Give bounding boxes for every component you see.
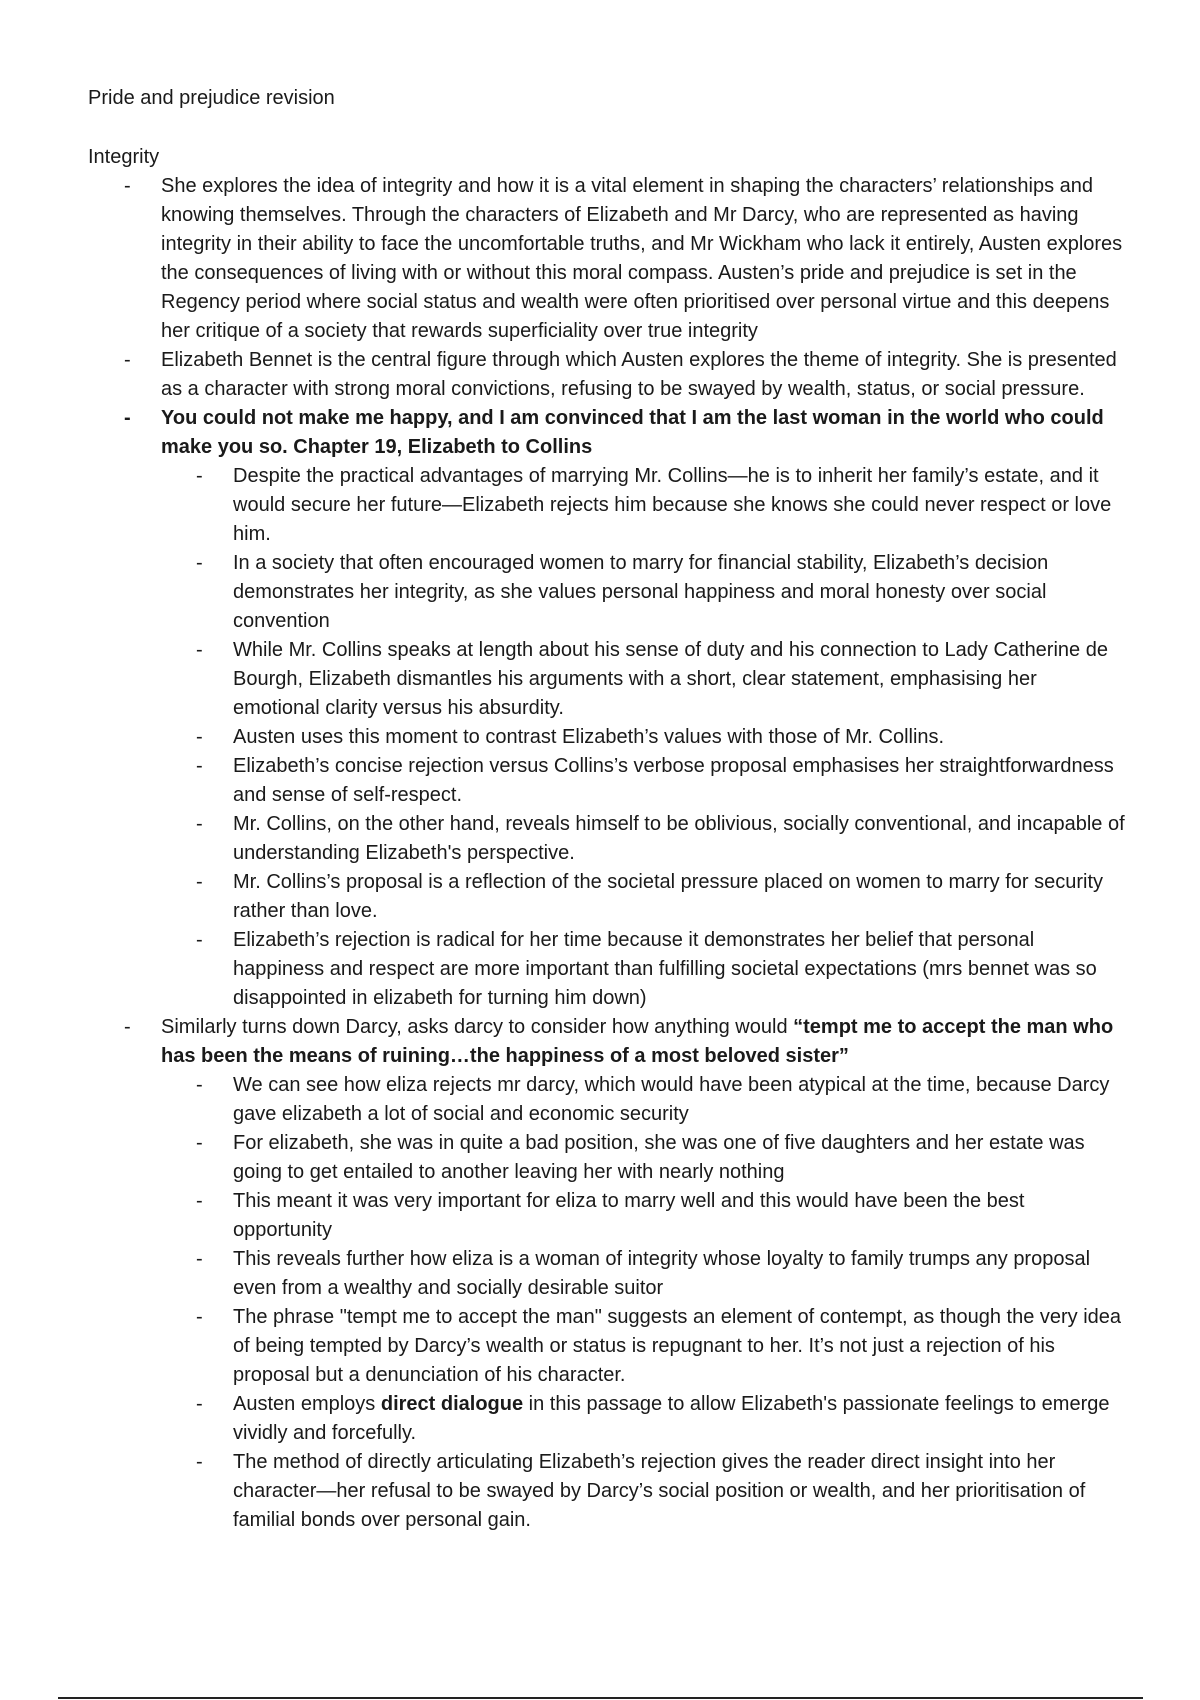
bullet-dash: - xyxy=(124,407,131,429)
sub-bullet-text: For elizabeth, she was in quite a bad position, she was one of five daughters and her estate was going to get entailed to another leaving her with nearly nothing xyxy=(233,1132,1085,1183)
bullet-dash: - xyxy=(196,726,203,748)
bullet-dash: - xyxy=(124,1016,131,1038)
sub-bullet-item xyxy=(161,868,1128,926)
sub-bullet-item xyxy=(161,1187,1128,1245)
sub-bullet-item xyxy=(161,810,1128,868)
bullet-item-quote-collins xyxy=(88,404,1128,1013)
bullet-dash: - xyxy=(196,1306,203,1328)
section-heading-integrity: Integrity xyxy=(88,146,160,168)
bullet-dash: - xyxy=(196,1248,203,1270)
sub-bullet-item xyxy=(161,1448,1128,1535)
bullet-item xyxy=(88,346,1128,404)
bullet-dash: - xyxy=(196,639,203,661)
bullet-item xyxy=(88,172,1128,346)
bullet-dash: - xyxy=(196,871,203,893)
bullet-dash: - xyxy=(196,1451,203,1473)
page-bottom-rule xyxy=(58,1697,1143,1699)
bullet-item-quote-darcy xyxy=(88,1013,1128,1535)
sub-bullet-text: We can see how eliza rejects mr darcy, which would have been atypical at the time, because Darcy gave elizabeth a lot of social and economic security xyxy=(233,1074,1110,1125)
sub-bullet-item xyxy=(161,926,1128,1013)
sub-bullet-item xyxy=(161,462,1128,549)
sub-bullet-item xyxy=(161,636,1128,723)
bullet-dash: - xyxy=(196,465,203,487)
bullet-dash: - xyxy=(124,349,131,371)
sub-bullet-item xyxy=(161,549,1128,636)
bullet-dash: - xyxy=(196,1074,203,1096)
bullet-text: Elizabeth Bennet is the central figure through which Austen explores the theme of integrity. She is presented as a character with strong moral convictions, refusing to be swayed by wealth, status, or social pressure. xyxy=(161,349,1117,400)
sub-bullet-item xyxy=(161,1245,1128,1303)
bullet-dash: - xyxy=(196,1190,203,1212)
sub-bullet-list xyxy=(161,1071,1128,1535)
bullet-text: She explores the idea of integrity and how it is a vital element in shaping the characters’ relationships and knowing themselves. Through the characters of Elizabeth and Mr Darcy, who are represented as having integrity in their ability to face the uncomfortable truths, and Mr Wickham who lack it entirely, Austen explores the consequences of living with or without this moral compass. Austen’s pride and prejudice is set in the Regency period where social status and wealth were often prioritised over personal virtue and this deepens her critique of a society that rewards superficiality over true integrity xyxy=(161,175,1123,342)
document-title: Pride and prejudice revision xyxy=(88,87,335,109)
sub-bullet-text: Elizabeth’s rejection is radical for her time because it demonstrates her belief that personal happiness and respect are more important than fulfilling societal expectations (mrs bennet was so disappointed in elizabeth for turning him down) xyxy=(233,929,1097,1009)
sub-bullet-text: The method of directly articulating Elizabeth’s rejection gives the reader direct insight into her character—her refusal to be swayed by Darcy’s social position or wealth, and her prioritisation of familial bonds over personal gain. xyxy=(233,1451,1086,1531)
bullet-dash: - xyxy=(196,755,203,777)
sub-bullet-text: Elizabeth’s concise rejection versus Collins’s verbose proposal emphasises her straightforwardness and sense of self-respect. xyxy=(233,755,1114,806)
bullet-dash: - xyxy=(196,1132,203,1154)
document-page xyxy=(88,84,1128,1535)
sub-bullet-text-bold: direct dialogue xyxy=(380,1393,524,1415)
quote-text: You could not make me happy, and I am convinced that I am the last woman in the world who could make you so. Chapter 19, Elizabeth to Collins xyxy=(161,407,1104,458)
sub-bullet-item xyxy=(161,1303,1128,1390)
sub-bullet-text: Austen uses this moment to contrast Elizabeth’s values with those of Mr. Collins. xyxy=(233,726,945,748)
bullet-dash: - xyxy=(196,552,203,574)
sub-bullet-list xyxy=(161,462,1128,1013)
sub-bullet-text-pre: Austen employs xyxy=(233,1393,381,1415)
quote-bold-text: “tempt me to accept the man who has been the means of ruining…the happiness of a most beloved sister” xyxy=(161,1016,1114,1067)
quote-lead-text: Similarly turns down Darcy, asks darcy to consider how anything would xyxy=(161,1016,794,1038)
sub-bullet-item xyxy=(161,1129,1128,1187)
sub-bullet-item xyxy=(161,752,1128,810)
bullet-dash: - xyxy=(196,929,203,951)
sub-bullet-text: Despite the practical advantages of marrying Mr. Collins—he is to inherit her family’s estate, and it would secure her future—Elizabeth rejects him because she knows she could never respect or love him. xyxy=(233,465,1112,545)
main-bullet-list xyxy=(88,172,1128,1535)
sub-bullet-text: This reveals further how eliza is a woman of integrity whose loyalty to family trumps any proposal even from a wealthy and socially desirable suitor xyxy=(233,1248,1091,1299)
bullet-dash: - xyxy=(124,175,131,197)
bullet-dash: - xyxy=(196,813,203,835)
sub-bullet-text: Mr. Collins, on the other hand, reveals himself to be oblivious, socially conventional, and incapable of understanding Elizabeth's perspective. xyxy=(233,813,1125,864)
sub-bullet-text: Mr. Collins’s proposal is a reflection of the societal pressure placed on women to marry for security rather than love. xyxy=(233,871,1104,922)
bullet-dash: - xyxy=(196,1393,203,1415)
sub-bullet-text: While Mr. Collins speaks at length about his sense of duty and his connection to Lady Catherine de Bourgh, Elizabeth dismantles his arguments with a short, clear statement, emphasising her emotional clarity versus his absurdity. xyxy=(233,639,1108,719)
sub-bullet-text: This meant it was very important for eliza to marry well and this would have been the best opportunity xyxy=(233,1190,1025,1241)
sub-bullet-item xyxy=(161,1390,1128,1448)
sub-bullet-text: In a society that often encouraged women to marry for financial stability, Elizabeth’s decision demonstrates her integrity, as she values personal happiness and moral honesty over social convention xyxy=(233,552,1049,632)
sub-bullet-text: The phrase "tempt me to accept the man" suggests an element of contempt, as though the very idea of being tempted by Darcy’s wealth or status is repugnant to her. It’s not just a rejection of his proposal but a denunciation of his character. xyxy=(233,1306,1122,1386)
sub-bullet-item xyxy=(161,723,1128,752)
sub-bullet-text-post: in this passage to allow Elizabeth's passionate feelings to emerge vividly and forcefully. xyxy=(233,1393,1110,1444)
sub-bullet-item xyxy=(161,1071,1128,1129)
